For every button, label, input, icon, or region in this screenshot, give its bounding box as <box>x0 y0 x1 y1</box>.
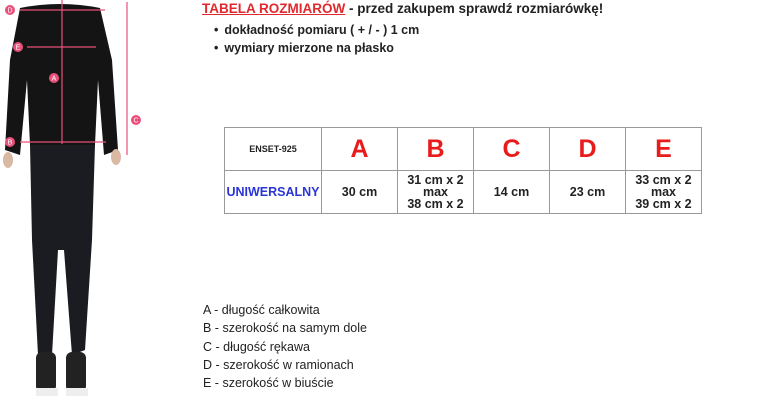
col-a: A <box>322 128 398 171</box>
marker-a: A <box>51 75 57 83</box>
legend-e: E - szerokość w biuście <box>203 376 334 390</box>
col-d: D <box>550 128 626 171</box>
size-label: UNIWERSALNY <box>225 171 322 214</box>
value-d: 23 cm <box>550 171 626 214</box>
note-accuracy: • dokładność pomiaru ( + / - ) 1 cm <box>214 23 419 37</box>
legend-c: C - długość rękawa <box>203 340 310 354</box>
marker-b: B <box>7 139 13 147</box>
model-code: ENSET-925 <box>225 128 322 171</box>
table-header-row <box>225 128 702 171</box>
marker-d: D <box>7 7 13 15</box>
size-table-title: TABELA ROZMIARÓW <box>202 1 346 16</box>
header-subtitle: - przed zakupem sprawdź rozmiarówkę! <box>345 1 604 16</box>
value-b: 31 cm x 2 max 38 cm x 2 <box>398 171 474 214</box>
value-a: 30 cm <box>322 171 398 214</box>
page-header <box>202 1 603 16</box>
legend-d: D - szerokość w ramionach <box>203 358 354 372</box>
size-table <box>224 127 702 214</box>
marker-e: E <box>15 44 21 52</box>
model-photo-diagram <box>0 0 150 415</box>
note-flat-measure: • wymiary mierzone na płasko <box>214 41 394 55</box>
legend-b: B - szerokość na samym dole <box>203 321 367 335</box>
marker-c: C <box>133 117 139 125</box>
value-e: 33 cm x 2 max 39 cm x 2 <box>626 171 702 214</box>
col-b: B <box>398 128 474 171</box>
table-row <box>225 171 702 214</box>
col-c: C <box>474 128 550 171</box>
col-e: E <box>626 128 702 171</box>
legend-a: A - długość całkowita <box>203 303 320 317</box>
value-c: 14 cm <box>474 171 550 214</box>
